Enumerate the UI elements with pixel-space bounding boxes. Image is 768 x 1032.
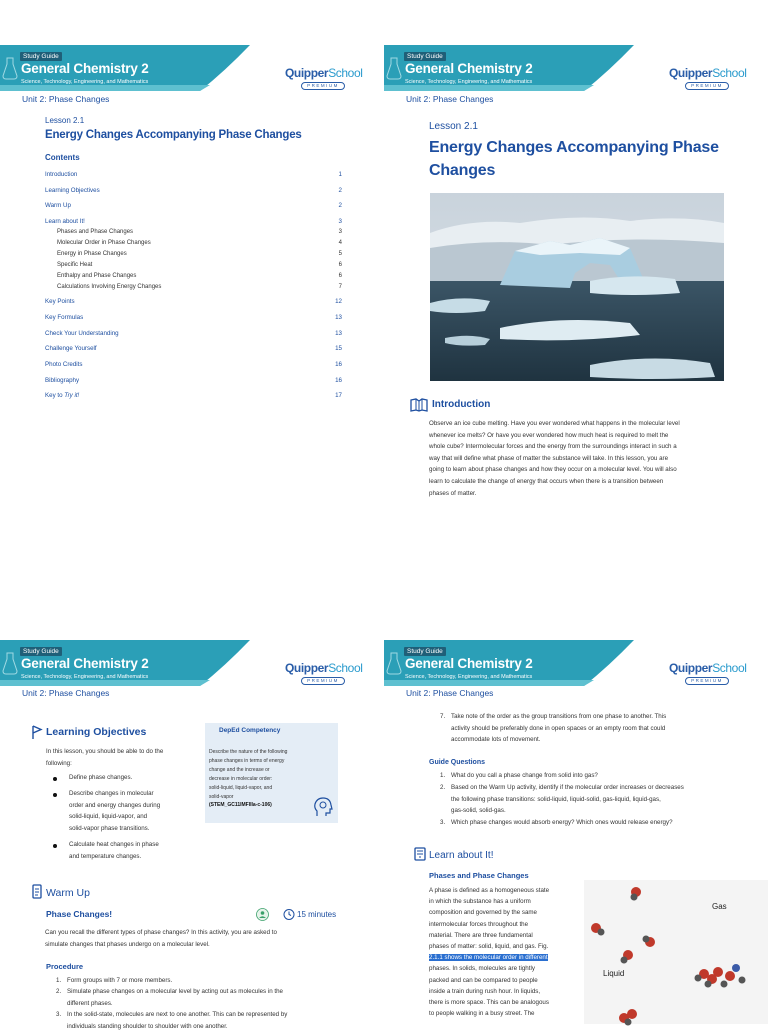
deped-code: (STEM_GC11IMFIIIa-c-106) — [209, 802, 272, 808]
study-guide-badge: Study Guide — [404, 647, 446, 656]
molecular-order-figure — [584, 880, 768, 1024]
learning-objectives-heading: Learning Objectives — [46, 726, 147, 738]
unit-label: Unit 2: Phase Changes — [406, 94, 494, 104]
deped-title: DepEd Competency — [219, 727, 281, 734]
quipper-logo: QuipperSchool — [285, 66, 363, 80]
quipper-logo: QuipperSchool — [669, 661, 747, 675]
contents-heading: Contents — [45, 153, 80, 162]
premium-badge: PREMIUM — [685, 677, 729, 685]
head-gear-icon — [313, 796, 333, 818]
phases-heading: Phases and Phase Changes — [429, 871, 529, 880]
question-number: 3. — [440, 819, 446, 826]
toc-entry[interactable]: Check Your Understanding 13 — [45, 330, 342, 337]
timer-duration: 15 minutes — [297, 910, 337, 919]
page-learn-about-it — [384, 512, 768, 1024]
flag-icon — [32, 725, 42, 740]
document-icon — [32, 884, 42, 899]
question-number: 1. — [440, 772, 446, 779]
flask-icon — [386, 56, 402, 80]
course-subtitle: Science, Technology, Engineering, and Mathematics — [21, 79, 149, 85]
iceberg-photo — [430, 193, 724, 381]
procedure-number: 2. — [56, 988, 62, 995]
page-introduction — [384, 0, 768, 512]
objective-item: Define phase changes. — [69, 774, 133, 781]
toc-entry[interactable]: Learn about It! 3 — [45, 218, 342, 225]
question-number: 2. — [440, 784, 446, 791]
page-toc — [0, 0, 384, 512]
timer-icon — [283, 908, 295, 920]
course-title: General Chemistry 2 — [405, 656, 533, 671]
toc-subentry[interactable]: Molecular Order in Phase Changes 4 — [57, 240, 342, 246]
toc-entry[interactable]: Warm Up 2 — [45, 202, 342, 209]
unit-label: Unit 2: Phase Changes — [406, 688, 494, 698]
quipper-logo: QuipperSchool — [669, 66, 747, 80]
procedure-step: Take note of the order as the group transitions from one phase to another. This activity should be preferably done in open spaces or an empty room that could accommodate lots of movement. — [451, 713, 667, 744]
toc-entry[interactable]: Learning Objectives 2 — [45, 187, 342, 194]
guide-question: Which phase changes would absorb energy? Which ones would release energy? — [451, 819, 673, 826]
flask-icon — [2, 651, 18, 675]
group-icon — [256, 908, 269, 921]
procedure-heading: Procedure — [46, 962, 84, 971]
toc-subentry[interactable]: Phases and Phase Changes 3 — [57, 229, 342, 235]
lesson-title: Energy Changes Accompanying Phase Changes — [429, 139, 719, 179]
bullet — [53, 793, 57, 797]
course-subtitle: Science, Technology, Engineering, and Mathematics — [21, 674, 149, 680]
unit-label: Unit 2: Phase Changes — [22, 94, 110, 104]
toc-entry[interactable]: Key Formulas 13 — [45, 314, 342, 321]
flask-icon — [386, 651, 402, 675]
toc-entry[interactable]: Key to Try it! 17 — [45, 392, 342, 399]
toc-subentry[interactable]: Specific Heat 6 — [57, 262, 342, 268]
premium-badge: PREMIUM — [301, 82, 345, 90]
lesson-number: Lesson 2.1 — [429, 121, 478, 132]
objective-item: Calculate heat changes in phase and temperature changes. — [69, 841, 159, 860]
warm-up-heading: Warm Up — [46, 887, 90, 899]
premium-badge: PREMIUM — [301, 677, 345, 685]
toc-entry[interactable]: Bibliography 16 — [45, 377, 342, 384]
procedure-number: 1. — [56, 977, 62, 984]
guide-questions-heading: Guide Questions — [429, 759, 486, 766]
course-subtitle: Science, Technology, Engineering, and Mathematics — [405, 79, 533, 85]
toc-subentry[interactable]: Energy in Phase Changes 5 — [57, 251, 342, 257]
study-guide-badge: Study Guide — [20, 52, 62, 61]
gas-label: Gas — [712, 902, 727, 911]
course-title: General Chemistry 2 — [21, 656, 149, 671]
study-guide-badge: Study Guide — [20, 647, 62, 656]
procedure-step: Simulate phase changes on a molecular level by acting out as molecules in the different phases. — [67, 988, 284, 1007]
guide-question: Based on the Warm Up activity, identify if the molecular order increases or decreases the following phase transitions: solid-liquid, liquid-solid, gas-liquid, liquid-gas, gas-solid, solid-gas. — [451, 784, 684, 815]
procedure-number: 3. — [56, 1011, 62, 1018]
procedure-step: Form groups with 7 or more members. — [67, 977, 173, 984]
page-objectives — [0, 512, 384, 1030]
course-title: General Chemistry 2 — [21, 61, 149, 76]
introduction-heading: Introduction — [432, 399, 491, 410]
toc-entry[interactable]: Key Points 12 — [45, 298, 342, 305]
toc-subentry[interactable]: Enthalpy and Phase Changes 6 — [57, 273, 342, 279]
toc-subentry[interactable]: Calculations Involving Energy Changes 7 — [57, 284, 342, 290]
book-icon — [410, 398, 428, 412]
course-title: General Chemistry 2 — [405, 61, 533, 76]
quipper-logo: QuipperSchool — [285, 661, 363, 675]
guide-question: What do you call a phase change from solid into gas? — [451, 772, 598, 779]
toc-entry[interactable]: Photo Credits 16 — [45, 361, 342, 368]
premium-badge: PREMIUM — [685, 82, 729, 90]
deped-text: Describe the nature of the following phase changes in terms of energy change and the increase or decrease in molecular order: solid-liquid, liquid-vapor, and solid-vapor — [209, 749, 288, 800]
introduction-paragraph: Observe an ice cube melting. Have you ever wondered what happens in the molecular level whenever ice melts? Or have you ever wondered how much heat is required to melt the whole cube? Intermolecular forces and the energy from the surroundings interact in such a way that will define what phase of matter the substance will take. In this lesson, you are going to learn about phase changes and how they occur on a molecular level. You will also learn to calculate the change of energy that occurs when there is a transition between phases of matter. — [429, 420, 680, 497]
course-subtitle: Science, Technology, Engineering, and Mathematics — [405, 674, 533, 680]
warm-up-paragraph: Can you recall the different types of phase changes? In this activity, you are asked to simulate changes that phases undergo on a molecular level. — [45, 929, 277, 948]
procedure-number: 7. — [440, 713, 446, 720]
toc-entry[interactable]: Introduction 1 — [45, 171, 342, 178]
activity-title: Phase Changes! — [46, 909, 113, 919]
learn-icon — [414, 847, 426, 861]
phases-paragraph: A phase is defined as a homogeneous state in which the substance has a uniform composition and governed by the same intermolecular forces throughout the material. There are three fundamental phases of matter: solid, liquid, and gas. Fig. 2.1.1 shows the molecular order in different phases. In solids, molecules are tightly packed and can be compared to people inside a train during rush hour. In liquids, there is more space. This can be analogous to people walking in a busy street. The — [429, 887, 550, 1018]
lesson-number: Lesson 2.1 — [45, 116, 85, 125]
liquid-label: Liquid — [603, 969, 625, 978]
objectives-intro: In this lesson, you should be able to do the following: — [46, 748, 164, 767]
lesson-title: Energy Changes Accompanying Phase Changes — [45, 129, 302, 141]
bullet — [53, 777, 57, 781]
toc-entry[interactable]: Challenge Yourself 15 — [45, 345, 342, 352]
study-guide-badge: Study Guide — [404, 52, 446, 61]
flask-icon — [2, 56, 18, 80]
objective-item: Describe changes in molecular order and energy changes during solid-liquid, liquid-vapor, and solid-vapor phase transitions. — [69, 790, 161, 832]
learn-about-it-heading: Learn about It! — [429, 850, 494, 861]
bullet — [53, 844, 57, 848]
procedure-step: In the solid-state, molecules are next to one another. This can be represented by individuals standing shoulder to shoulder with one another. — [67, 1011, 288, 1030]
unit-label: Unit 2: Phase Changes — [22, 688, 110, 698]
